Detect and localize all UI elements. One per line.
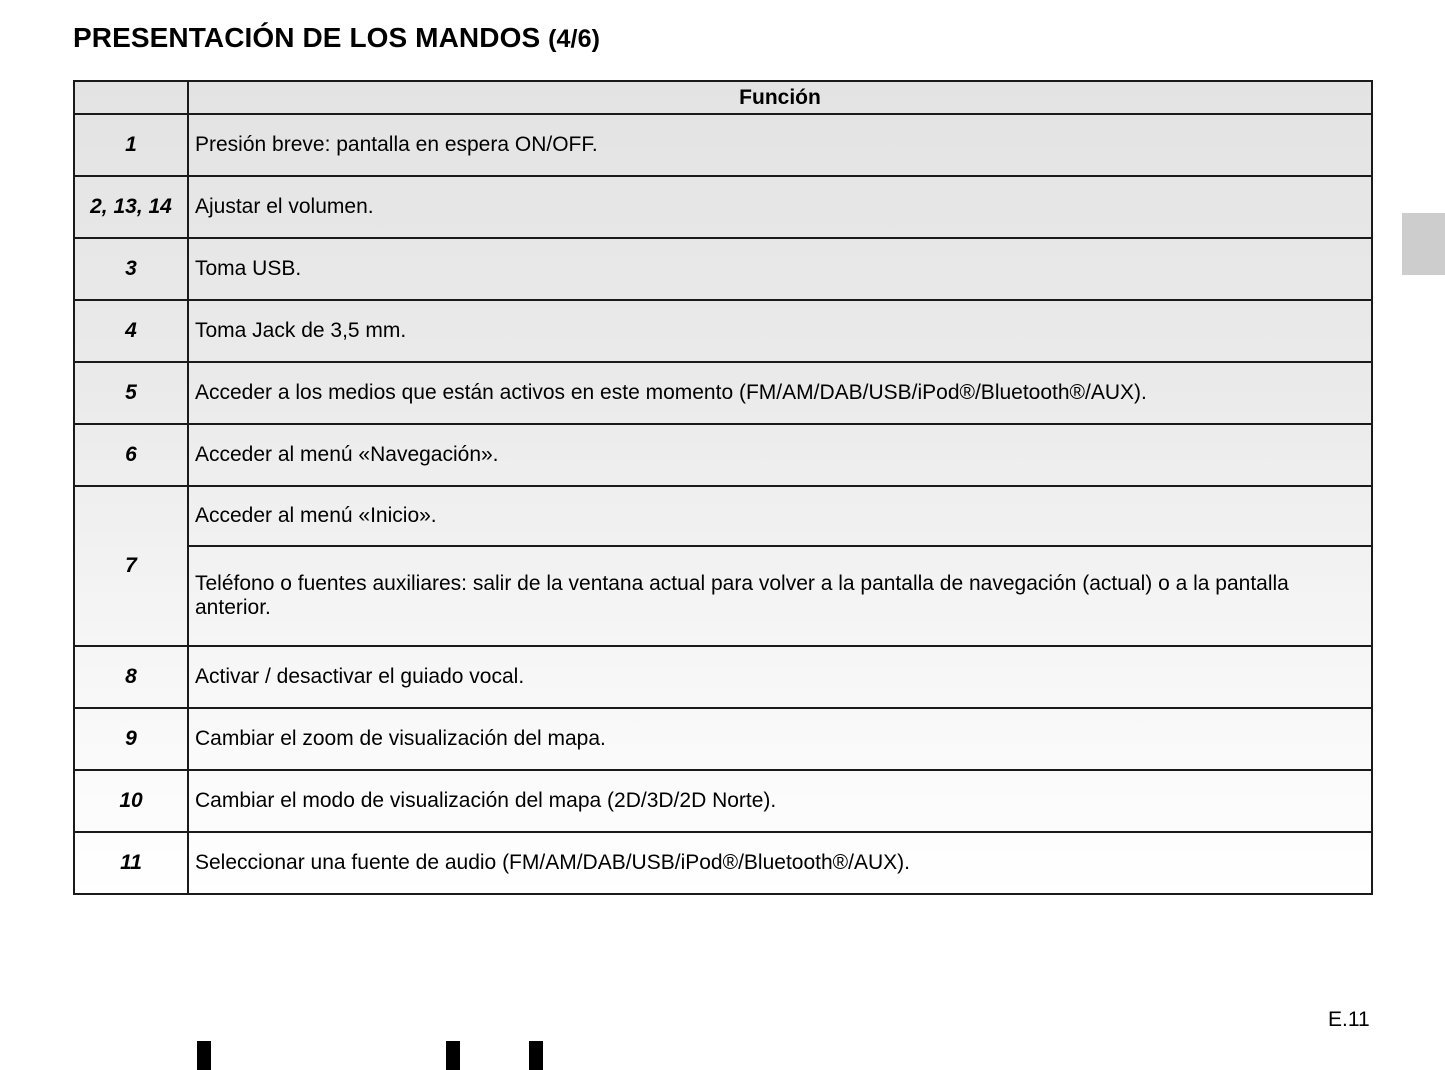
control-function: Toma Jack de 3,5 mm. (188, 300, 1372, 362)
table-row (74, 646, 1372, 708)
header-function: Función (188, 81, 1372, 114)
table-row (74, 770, 1372, 832)
print-mark (446, 1041, 460, 1070)
control-number: 10 (74, 770, 188, 832)
control-function: Presión breve: pantalla en espera ON/OFF. (188, 114, 1372, 176)
control-function: Teléfono o fuentes auxiliares: salir de la ventana actual para volver a la pantalla de navegación (actual) o a la pantalla anterior. (188, 546, 1372, 646)
controls-table (73, 80, 1373, 895)
control-number: 5 (74, 362, 188, 424)
control-function: Activar / desactivar el guiado vocal. (188, 646, 1372, 708)
table-row (74, 486, 1372, 546)
table-row (74, 114, 1372, 176)
control-function: Acceder al menú «Navegación». (188, 424, 1372, 486)
control-number: 6 (74, 424, 188, 486)
table-row (74, 300, 1372, 362)
control-number: 7 (74, 486, 188, 646)
control-function: Cambiar el modo de visualización del mapa (2D/3D/2D Norte). (188, 770, 1372, 832)
table-header-row (74, 81, 1372, 114)
table-row (74, 176, 1372, 238)
section-tab-marker (1402, 213, 1445, 275)
control-number: 1 (74, 114, 188, 176)
page-title-suffix: (4/6) (548, 25, 601, 53)
control-function: Toma USB. (188, 238, 1372, 300)
control-number: 9 (74, 708, 188, 770)
page-title (73, 22, 600, 54)
print-mark (197, 1041, 211, 1070)
table-row (74, 362, 1372, 424)
table-row (74, 546, 1372, 646)
control-function: Acceder al menú «Inicio». (188, 486, 1372, 546)
control-function: Ajustar el volumen. (188, 176, 1372, 238)
table-row (74, 424, 1372, 486)
page-number: E.11 (1328, 1008, 1370, 1031)
control-function: Seleccionar una fuente de audio (FM/AM/DAB/USB/iPod®/Bluetooth®/AUX). (188, 832, 1372, 894)
control-number: 8 (74, 646, 188, 708)
header-number (74, 81, 188, 114)
control-number: 2, 13, 14 (74, 176, 188, 238)
control-number: 4 (74, 300, 188, 362)
control-number: 11 (74, 832, 188, 894)
print-mark (529, 1041, 543, 1070)
control-function: Cambiar el zoom de visualización del mapa. (188, 708, 1372, 770)
page-title-text: PRESENTACIÓN DE LOS MANDOS (73, 22, 541, 53)
table-row (74, 832, 1372, 894)
controls-table-container (73, 80, 1373, 895)
control-function: Acceder a los medios que están activos en este momento (FM/AM/DAB/USB/iPod®/Bluetooth®/AUX). (188, 362, 1372, 424)
control-number: 3 (74, 238, 188, 300)
table-row (74, 238, 1372, 300)
table-row (74, 708, 1372, 770)
